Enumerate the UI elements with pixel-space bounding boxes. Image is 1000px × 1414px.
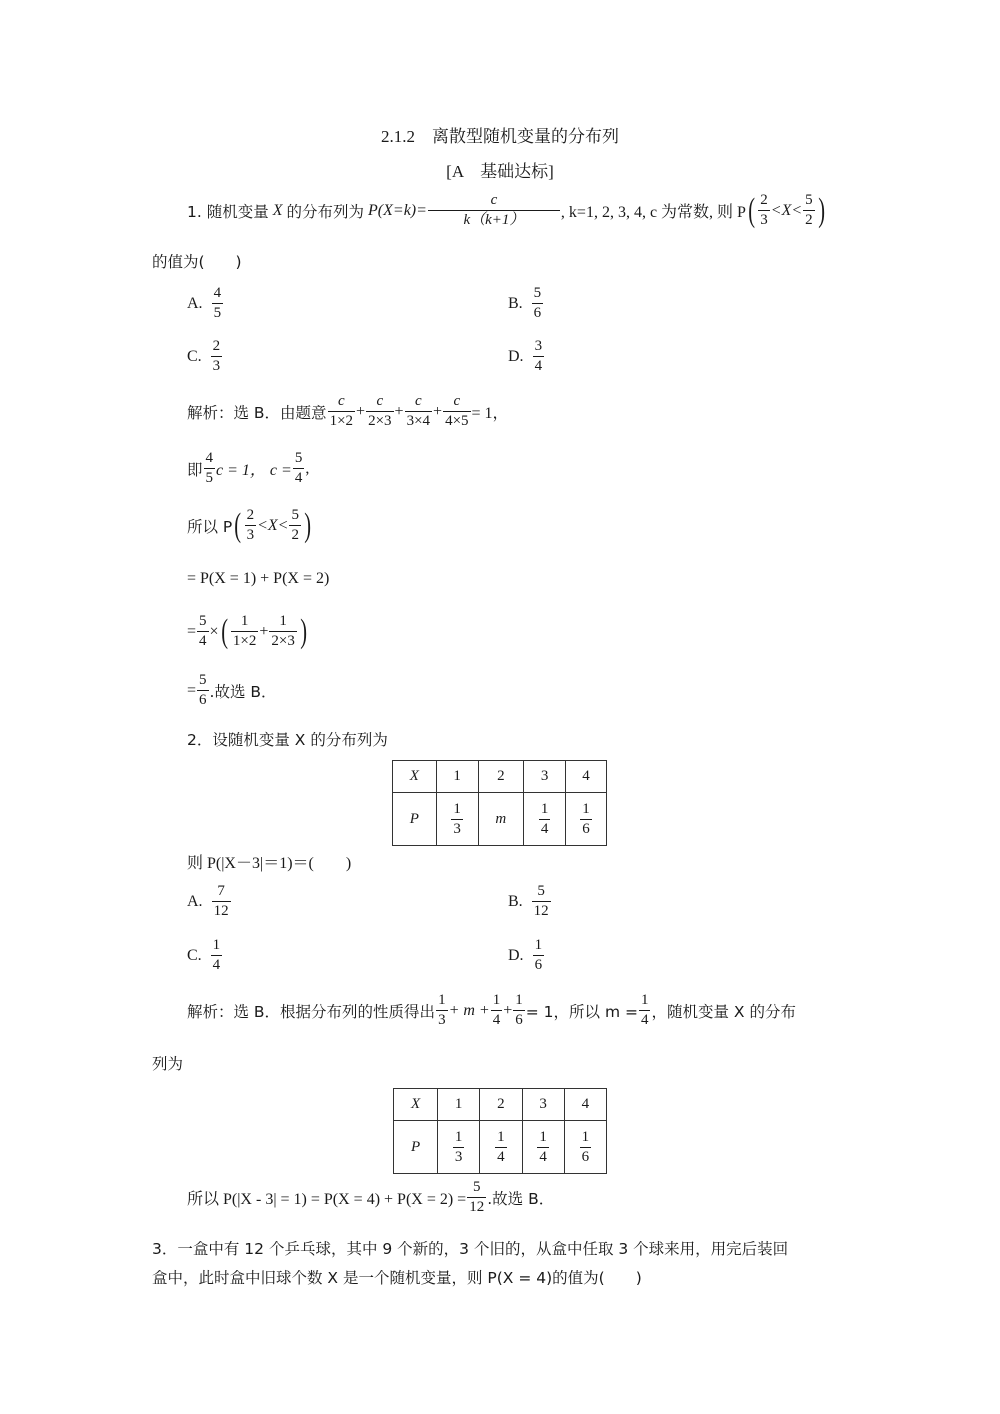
left-paren: (: [220, 612, 228, 650]
option-label: C.: [187, 946, 202, 964]
q1-solution-line3: [187, 508, 313, 543]
equals: =: [187, 681, 197, 699]
term-fraction: $\frac{1}{3}$: [438, 992, 446, 1028]
table-cell: 3: [522, 1089, 564, 1121]
q2-solution-line1: [187, 993, 796, 1028]
solution-suffix: = 1，: [471, 405, 509, 422]
table-cell: P: [410, 1138, 421, 1155]
solution-mid: c = 1， c =: [216, 462, 292, 479]
q2-stem: 2．设随机变量 X 的分布列为: [187, 731, 388, 749]
q1-solution-line1: 解析：选 B．由题意 $\frac{c}{1\times 2}$ + $\frac{c}{2\times 3}$ + $\frac{c}{3\times 4}$ + $\frac{c}{4\times 5}$ = 1，: [187, 393, 509, 429]
term-fraction: $\frac{1}{1\times 2}$: [232, 613, 257, 649]
table-row-x: [394, 1089, 607, 1121]
q1-stem-mid: 的分布列为: [286, 202, 365, 221]
table-cell: P: [409, 810, 419, 827]
equation-m: + m +: [448, 1001, 490, 1019]
q3-line2: 盒中，此时盒中旧球个数 X 是一个随机变量，则 P(X = 4)的值为( ): [152, 1269, 642, 1287]
option-fraction: $\frac{3}{4}$: [534, 338, 543, 374]
q1-stem-tail: 的值为( ): [152, 253, 242, 271]
q1-formula-num: c: [490, 192, 498, 208]
q1-option-a[interactable]: [187, 286, 224, 321]
table-cell: 2: [478, 761, 524, 793]
table-cell: X: [409, 768, 419, 784]
table-cell: 4: [564, 1089, 606, 1121]
table-cell: 1: [438, 1089, 480, 1121]
term-fraction: $\frac{c}{4\times 5}$: [445, 393, 469, 429]
solution-prefix: 即: [187, 460, 203, 479]
range-b-fraction: $\frac{5}{2}$: [291, 507, 299, 543]
q1-stem-k: , k=1, 2, 3, 4, c 为常数, 则 P: [560, 204, 746, 221]
table-cell-fraction: $\frac{1}{3}$: [453, 800, 461, 837]
equals: =: [187, 622, 197, 640]
option-label: B.: [508, 294, 523, 312]
table-cell: 1: [436, 761, 478, 793]
q1-var-x: X: [272, 201, 283, 219]
q1-solution-line2: [187, 451, 309, 486]
option-fraction: $\frac{5}{6}$: [533, 285, 542, 321]
section-heading: [A 基础达标]: [446, 162, 554, 181]
final-suffix: .故选 B．: [487, 1189, 555, 1208]
q2-solution-table: [393, 1088, 607, 1174]
q3-line1: 3．一盒中有 12 个乒乓球，其中 9 个新的，3 个旧的，从盒中任取 3 个球来用，用完后装回: [152, 1240, 789, 1258]
c-fraction: $\frac{5}{4}$: [294, 450, 303, 486]
term-fraction: $\frac{c}{1\times 2}$: [329, 393, 354, 429]
option-fraction: $\frac{1}{4}$: [212, 937, 221, 973]
solution-prefix: 解析：选 B．由题意: [187, 403, 327, 422]
option-fraction: $\frac{4}{5}$: [213, 285, 222, 321]
table-cell-fraction: $\frac{1}{4}$: [497, 1128, 505, 1165]
q2-option-c[interactable]: [187, 938, 223, 973]
q2-solution-line2: 列为: [152, 1055, 184, 1073]
option-fraction: $\frac{7}{12}$: [213, 883, 229, 919]
coef-fraction: $\frac{4}{5}$: [205, 450, 214, 486]
option-label: D.: [508, 347, 524, 365]
option-label: A.: [187, 294, 203, 312]
term-fraction: $\frac{1}{6}$: [515, 992, 523, 1028]
times: ×: [209, 622, 219, 640]
q1-option-b[interactable]: [508, 286, 544, 321]
q1-solution-line5: = $\frac{5}{4}$ × ( $\frac{1}{1\times 2}$ + $\frac{1}{2\times 3}$ ): [187, 612, 307, 650]
term-fraction: $\frac{c}{2\times 3}$: [368, 393, 392, 429]
solution-suffix: ，随机变量 X 的分布: [651, 1002, 796, 1021]
q1-solution-line6: [187, 673, 277, 708]
range-a-fraction: $\frac{2}{3}$: [246, 507, 255, 543]
result-fraction: $\frac{5}{6}$: [199, 672, 207, 708]
range-mid: <X<: [257, 516, 289, 534]
q2-question: 则 P(|X－3|＝1)＝( ): [187, 855, 352, 872]
left-paren: (: [748, 191, 756, 229]
table-cell-fraction: $\frac{1}{4}$: [539, 1128, 547, 1165]
table-cell-fraction: $\frac{1}{4}$: [540, 800, 549, 837]
coef-fraction: $\frac{5}{4}$: [199, 613, 207, 649]
right-paren: ): [300, 612, 307, 650]
solution-prefix: 所以 P: [187, 517, 233, 536]
option-fraction: $\frac{1}{6}$: [534, 937, 543, 973]
solution-suffix: .故选 B．: [209, 682, 277, 701]
table-row-x: [393, 761, 607, 793]
term-fraction: $\frac{1}{2\times 3}$: [271, 613, 295, 649]
table-cell: 2: [480, 1089, 522, 1121]
q1-stem-prefix: 1. 随机变量: [187, 202, 269, 221]
q1-solution-line4: = P(X = 1) + P(X = 2): [187, 570, 330, 587]
table-row-p: [394, 1121, 607, 1174]
solution-prefix: 解析：选 B．根据分布列的性质得出: [187, 1002, 436, 1021]
m-fraction: $\frac{1}{4}$: [640, 992, 649, 1028]
q1-range-mid: <X<: [770, 201, 803, 219]
plus: +: [503, 1001, 513, 1019]
q1-formula-lhs: P(X=k)=: [368, 201, 427, 219]
option-label: C.: [187, 347, 202, 365]
q2-option-d[interactable]: [508, 938, 545, 973]
left-paren: (: [234, 506, 242, 544]
q2-option-a[interactable]: [187, 884, 232, 919]
table-cell: X: [410, 1096, 421, 1112]
term-fraction: $\frac{1}{4}$: [492, 992, 501, 1028]
q2-distribution-table: [392, 760, 607, 846]
q1-range-b: $\frac{5}{2}$: [805, 192, 813, 228]
term-fraction: $\frac{c}{3\times 4}$: [406, 393, 431, 429]
q1-formula-den: k（k+1）: [463, 212, 525, 228]
solution-suffix: ,: [305, 459, 310, 477]
table-cell: 4: [566, 761, 607, 793]
table-row-p: [393, 793, 607, 846]
table-cell-fraction: $\frac{1}{6}$: [582, 800, 590, 837]
q2-option-b[interactable]: [508, 884, 552, 919]
final-prefix: 所以 P(|X - 3| = 1) = P(X = 4) + P(X = 2) =: [187, 1191, 467, 1208]
option-label: A.: [187, 892, 203, 910]
q1-formula-fraction: [428, 193, 560, 228]
q1-option-d[interactable]: [508, 339, 545, 374]
right-paren: ): [304, 506, 312, 544]
page-title: 2.1.2 离散型随机变量的分布列: [381, 127, 619, 146]
right-paren: ): [817, 191, 825, 229]
table-cell-fraction: $\frac{1}{6}$: [581, 1128, 590, 1165]
option-fraction: $\frac{5}{12}$: [533, 883, 549, 919]
table-cell: 3: [524, 761, 566, 793]
table-cell: m: [495, 810, 507, 827]
final-fraction: $\frac{5}{12}$: [469, 1179, 485, 1215]
table-cell-fraction: $\frac{1}{3}$: [454, 1128, 463, 1165]
q1-option-c[interactable]: [187, 339, 223, 374]
q2-solution-final: [187, 1180, 554, 1215]
q1-range-a: $\frac{2}{3}$: [760, 192, 768, 228]
q1-stem: [187, 193, 827, 228]
option-label: D.: [508, 946, 524, 964]
option-label: B.: [508, 892, 523, 910]
equation-end: = 1，所以 m =: [525, 1002, 638, 1021]
option-fraction: $\frac{2}{3}$: [212, 338, 221, 374]
